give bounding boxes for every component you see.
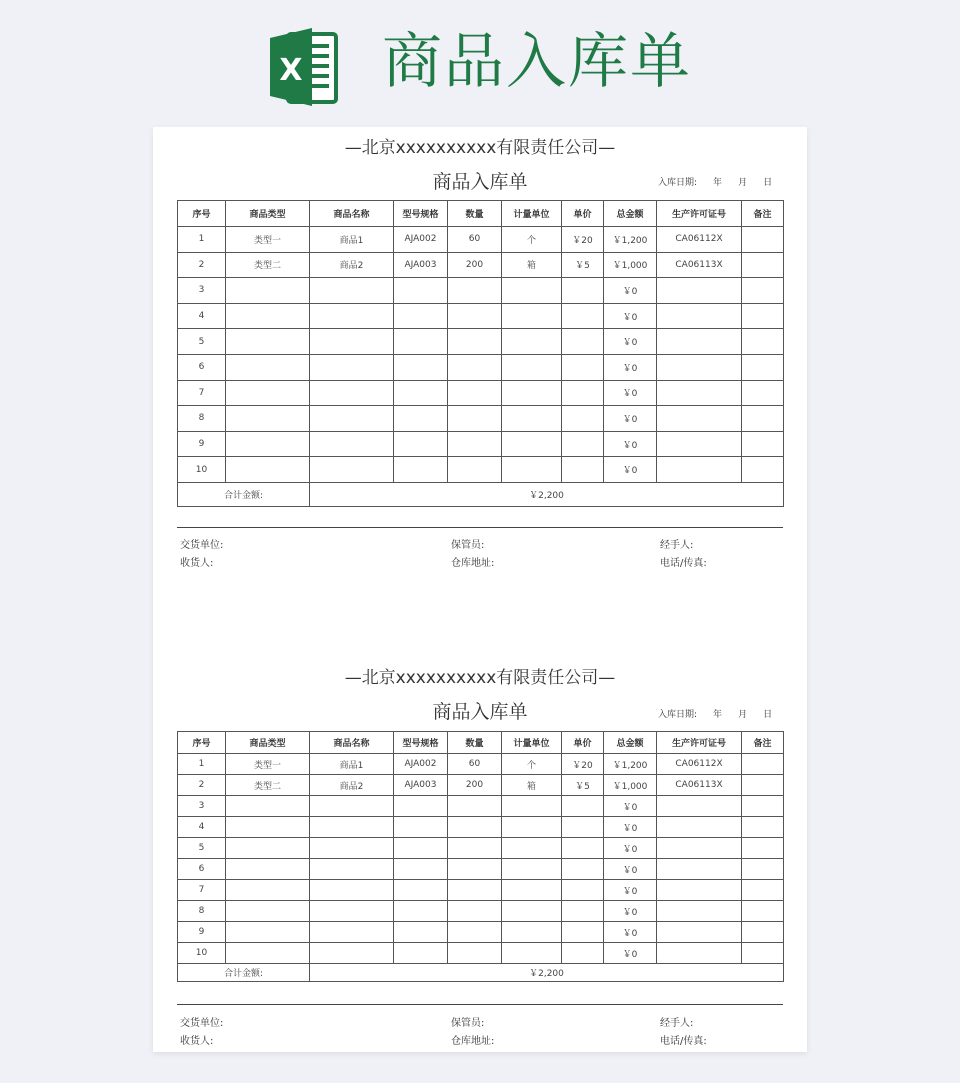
cell-col-model (394, 922, 448, 943)
cell-col-price: ￥5 (562, 775, 604, 796)
cell-col-name (310, 859, 394, 880)
date-label: 入库日期: (658, 710, 698, 720)
cell-col-model (394, 859, 448, 880)
cell-col-qty (448, 329, 502, 355)
cell-col-qty (448, 354, 502, 380)
cell-col-name (310, 880, 394, 901)
cell-col-remark (742, 354, 784, 380)
cell-col-price (562, 796, 604, 817)
cell-col-license (657, 457, 742, 483)
sig-handler: 经手人: (660, 1018, 694, 1029)
cell-col-remark (742, 303, 784, 329)
date-year: 年 (713, 178, 723, 188)
table-row (178, 227, 784, 253)
cell-col-type (226, 329, 310, 355)
cell-col-model (394, 303, 448, 329)
cell-col-index: 5 (178, 329, 226, 355)
cell-col-unit (502, 922, 562, 943)
document-sheet (153, 127, 807, 1052)
cell-col-remark (742, 943, 784, 964)
cell-col-amount: ￥0 (604, 380, 657, 406)
cell-col-type (226, 380, 310, 406)
cell-col-type: 类型二 (226, 775, 310, 796)
cell-col-license (657, 922, 742, 943)
cell-col-remark (742, 457, 784, 483)
cell-col-type (226, 431, 310, 457)
cell-col-unit (502, 457, 562, 483)
table-row (178, 380, 784, 406)
cell-col-name (310, 922, 394, 943)
cell-col-index: 8 (178, 901, 226, 922)
form-title: 商品入库单 (432, 701, 528, 723)
cell-col-type (226, 406, 310, 432)
cell-col-name (310, 457, 394, 483)
cell-col-qty (448, 817, 502, 838)
cell-col-index: 4 (178, 303, 226, 329)
excel-icon (268, 24, 338, 110)
date-month: 月 (738, 178, 748, 188)
header-col-type: 商品类型 (226, 201, 310, 227)
table-row (178, 880, 784, 901)
cell-col-model: AJA003 (394, 252, 448, 278)
header-col-index: 序号 (178, 732, 226, 754)
table-row (178, 838, 784, 859)
cell-col-name (310, 354, 394, 380)
cell-col-model: AJA002 (394, 227, 448, 253)
cell-col-unit (502, 406, 562, 432)
cell-col-price: ￥5 (562, 252, 604, 278)
cell-col-price (562, 859, 604, 880)
cell-col-index: 6 (178, 354, 226, 380)
cell-col-name (310, 329, 394, 355)
cell-col-index: 7 (178, 880, 226, 901)
cell-col-qty: 200 (448, 775, 502, 796)
cell-col-model (394, 406, 448, 432)
header-col-type: 商品类型 (226, 732, 310, 754)
cell-col-remark (742, 754, 784, 775)
sig-warehouse-address: 仓库地址: (451, 1036, 495, 1047)
cell-col-unit (502, 431, 562, 457)
cell-col-index: 5 (178, 838, 226, 859)
cell-col-qty (448, 880, 502, 901)
cell-col-name: 商品1 (310, 227, 394, 253)
cell-col-type: 类型一 (226, 227, 310, 253)
header-col-remark: 备注 (742, 732, 784, 754)
cell-col-name (310, 406, 394, 432)
cell-col-amount: ￥1,000 (604, 252, 657, 278)
header-col-remark: 备注 (742, 201, 784, 227)
cell-col-remark (742, 859, 784, 880)
table-row (178, 457, 784, 483)
header-col-price: 单价 (562, 201, 604, 227)
cell-col-remark (742, 431, 784, 457)
total-label: 合计金额: (178, 964, 310, 982)
cell-col-license (657, 880, 742, 901)
table-row (178, 796, 784, 817)
cell-col-remark (742, 922, 784, 943)
cell-col-index: 9 (178, 431, 226, 457)
cell-col-model: AJA002 (394, 754, 448, 775)
cell-col-price (562, 329, 604, 355)
header-col-model: 型号规格 (394, 201, 448, 227)
header-col-name: 商品名称 (310, 732, 394, 754)
cell-col-license: CA06112X (657, 227, 742, 253)
cell-col-type (226, 303, 310, 329)
cell-col-unit (502, 796, 562, 817)
cell-col-type: 类型一 (226, 754, 310, 775)
cell-col-qty (448, 943, 502, 964)
cell-col-unit (502, 817, 562, 838)
header-col-name: 商品名称 (310, 201, 394, 227)
cell-col-unit (502, 278, 562, 304)
cell-col-name (310, 796, 394, 817)
total-value: ￥2,200 (310, 482, 784, 506)
cell-col-name (310, 838, 394, 859)
cell-col-license: CA06112X (657, 754, 742, 775)
cell-col-type (226, 817, 310, 838)
cell-col-qty (448, 859, 502, 880)
cell-col-unit (502, 880, 562, 901)
cell-col-unit: 箱 (502, 252, 562, 278)
header-col-amount: 总金额 (604, 201, 657, 227)
cell-col-amount: ￥0 (604, 278, 657, 304)
banner-title: 商品入库单 (382, 27, 692, 97)
cell-col-model (394, 457, 448, 483)
cell-col-name (310, 943, 394, 964)
cell-col-license (657, 901, 742, 922)
sig-warehouse-address: 仓库地址: (451, 558, 495, 569)
cell-col-remark (742, 252, 784, 278)
sig-keeper: 保管员: (451, 540, 485, 551)
cell-col-index: 3 (178, 796, 226, 817)
cell-col-amount: ￥0 (604, 329, 657, 355)
cell-col-index: 4 (178, 817, 226, 838)
cell-col-amount: ￥0 (604, 303, 657, 329)
table-row (178, 329, 784, 355)
cell-col-unit: 个 (502, 227, 562, 253)
cell-col-model (394, 901, 448, 922)
cell-col-amount: ￥0 (604, 943, 657, 964)
cell-col-unit (502, 380, 562, 406)
cell-col-price (562, 901, 604, 922)
table-row (178, 859, 784, 880)
table-row (178, 303, 784, 329)
cell-col-qty: 60 (448, 227, 502, 253)
cell-col-remark (742, 901, 784, 922)
header-col-license: 生产许可证号 (657, 732, 742, 754)
cell-col-price: ￥20 (562, 227, 604, 253)
cell-col-name: 商品1 (310, 754, 394, 775)
cell-col-unit: 个 (502, 754, 562, 775)
cell-col-price: ￥20 (562, 754, 604, 775)
cell-col-model (394, 329, 448, 355)
cell-col-remark (742, 227, 784, 253)
cell-col-license (657, 431, 742, 457)
header-row (178, 732, 784, 754)
cell-col-amount: ￥1,200 (604, 754, 657, 775)
header-col-unit: 计量单位 (502, 732, 562, 754)
cell-col-qty (448, 457, 502, 483)
table-row (178, 354, 784, 380)
cell-col-amount: ￥0 (604, 457, 657, 483)
cell-col-name (310, 431, 394, 457)
cell-col-price (562, 303, 604, 329)
cell-col-type (226, 943, 310, 964)
cell-col-amount: ￥0 (604, 859, 657, 880)
cell-col-license (657, 838, 742, 859)
cell-col-model (394, 278, 448, 304)
cell-col-name (310, 278, 394, 304)
total-value: ￥2,200 (310, 964, 784, 982)
cell-col-amount: ￥1,200 (604, 227, 657, 253)
cell-col-type (226, 796, 310, 817)
cell-col-unit (502, 901, 562, 922)
cell-col-remark (742, 838, 784, 859)
cell-col-qty (448, 922, 502, 943)
cell-col-remark (742, 817, 784, 838)
cell-col-model (394, 838, 448, 859)
header-col-unit: 计量单位 (502, 201, 562, 227)
cell-col-amount: ￥0 (604, 838, 657, 859)
cell-col-type (226, 880, 310, 901)
sig-receiver: 收货人: (180, 558, 214, 569)
entry-date (658, 707, 772, 720)
cell-col-type (226, 922, 310, 943)
cell-col-license (657, 303, 742, 329)
cell-col-index: 2 (178, 775, 226, 796)
cell-col-model (394, 380, 448, 406)
cell-col-price (562, 278, 604, 304)
cell-col-qty (448, 406, 502, 432)
cell-col-qty (448, 901, 502, 922)
cell-col-amount: ￥0 (604, 354, 657, 380)
table-row (178, 943, 784, 964)
cell-col-price (562, 457, 604, 483)
form-title: 商品入库单 (432, 171, 528, 193)
header-row (178, 201, 784, 227)
company-name: —北京xxxxxxxxxx有限责任公司— (344, 668, 616, 688)
cell-col-type (226, 278, 310, 304)
cell-col-license (657, 406, 742, 432)
cell-col-model (394, 943, 448, 964)
svg-text:X: X (279, 53, 303, 88)
cell-col-type (226, 838, 310, 859)
total-row (178, 964, 784, 982)
sig-phone-fax: 电话/传真: (660, 1036, 707, 1047)
cell-col-remark (742, 796, 784, 817)
cell-col-amount: ￥0 (604, 406, 657, 432)
date-year: 年 (713, 710, 723, 720)
cell-col-type (226, 354, 310, 380)
cell-col-price (562, 406, 604, 432)
cell-col-price (562, 380, 604, 406)
cell-col-unit (502, 354, 562, 380)
cell-col-model (394, 431, 448, 457)
cell-col-qty (448, 380, 502, 406)
table-row (178, 278, 784, 304)
table-row (178, 754, 784, 775)
total-row (178, 482, 784, 506)
cell-col-license (657, 796, 742, 817)
company-name: —北京xxxxxxxxxx有限责任公司— (344, 138, 616, 158)
cell-col-license: CA06113X (657, 252, 742, 278)
cell-col-qty (448, 838, 502, 859)
cell-col-price (562, 431, 604, 457)
cell-col-price (562, 943, 604, 964)
divider (177, 527, 783, 528)
sig-keeper: 保管员: (451, 1018, 485, 1029)
header-col-price: 单价 (562, 732, 604, 754)
cell-col-license (657, 943, 742, 964)
cell-col-remark (742, 380, 784, 406)
header-col-model: 型号规格 (394, 732, 448, 754)
cell-col-remark (742, 406, 784, 432)
cell-col-amount: ￥0 (604, 796, 657, 817)
cell-col-type (226, 859, 310, 880)
cell-col-name: 商品2 (310, 775, 394, 796)
cell-col-type: 类型二 (226, 252, 310, 278)
total-label: 合计金额: (178, 482, 310, 506)
cell-col-qty: 200 (448, 252, 502, 278)
cell-col-index: 10 (178, 943, 226, 964)
cell-col-qty (448, 796, 502, 817)
cell-col-index: 3 (178, 278, 226, 304)
cell-col-index: 7 (178, 380, 226, 406)
date-day: 日 (763, 178, 773, 188)
date-day: 日 (763, 710, 773, 720)
cell-col-amount: ￥0 (604, 901, 657, 922)
cell-col-model (394, 796, 448, 817)
cell-col-unit (502, 943, 562, 964)
cell-col-qty (448, 278, 502, 304)
table-row (178, 817, 784, 838)
cell-col-license (657, 859, 742, 880)
cell-col-license (657, 329, 742, 355)
sig-phone-fax: 电话/传真: (660, 558, 707, 569)
cell-col-index: 6 (178, 859, 226, 880)
table-row (178, 431, 784, 457)
date-label: 入库日期: (658, 178, 698, 188)
table-row (178, 922, 784, 943)
cell-col-index: 2 (178, 252, 226, 278)
cell-col-license: CA06113X (657, 775, 742, 796)
cell-col-amount: ￥1,000 (604, 775, 657, 796)
cell-col-license (657, 380, 742, 406)
cell-col-license (657, 817, 742, 838)
cell-col-remark (742, 775, 784, 796)
cell-col-qty: 60 (448, 754, 502, 775)
cell-col-price (562, 354, 604, 380)
cell-col-model: AJA003 (394, 775, 448, 796)
table-row (178, 901, 784, 922)
cell-col-unit: 箱 (502, 775, 562, 796)
cell-col-unit (502, 838, 562, 859)
cell-col-model (394, 817, 448, 838)
cell-col-amount: ￥0 (604, 922, 657, 943)
date-month: 月 (738, 710, 748, 720)
cell-col-price (562, 817, 604, 838)
sig-delivery-unit: 交货单位: (180, 1018, 224, 1029)
cell-col-qty (448, 303, 502, 329)
cell-col-name (310, 901, 394, 922)
cell-col-model (394, 354, 448, 380)
cell-col-unit (502, 859, 562, 880)
cell-col-type (226, 457, 310, 483)
cell-col-amount: ￥0 (604, 880, 657, 901)
cell-col-index: 10 (178, 457, 226, 483)
cell-col-price (562, 880, 604, 901)
cell-col-license (657, 278, 742, 304)
table-row (178, 775, 784, 796)
cell-col-remark (742, 278, 784, 304)
header-col-index: 序号 (178, 201, 226, 227)
cell-col-index: 8 (178, 406, 226, 432)
entry-date (658, 175, 772, 188)
cell-col-remark (742, 880, 784, 901)
cell-col-name: 商品2 (310, 252, 394, 278)
cell-col-index: 9 (178, 922, 226, 943)
cell-col-name (310, 380, 394, 406)
header-col-qty: 数量 (448, 732, 502, 754)
cell-col-index: 1 (178, 754, 226, 775)
cell-col-remark (742, 329, 784, 355)
cell-col-price (562, 838, 604, 859)
cell-col-license (657, 354, 742, 380)
items-table (177, 731, 784, 982)
banner (0, 0, 960, 126)
cell-col-amount: ￥0 (604, 817, 657, 838)
cell-col-unit (502, 329, 562, 355)
sig-handler: 经手人: (660, 540, 694, 551)
cell-col-price (562, 922, 604, 943)
divider (177, 1004, 783, 1005)
cell-col-amount: ￥0 (604, 431, 657, 457)
cell-col-type (226, 901, 310, 922)
cell-col-name (310, 817, 394, 838)
sig-receiver: 收货人: (180, 1036, 214, 1047)
header-col-license: 生产许可证号 (657, 201, 742, 227)
items-table (177, 200, 784, 507)
header-col-amount: 总金额 (604, 732, 657, 754)
header-col-qty: 数量 (448, 201, 502, 227)
cell-col-qty (448, 431, 502, 457)
sig-delivery-unit: 交货单位: (180, 540, 224, 551)
table-row (178, 406, 784, 432)
table-row (178, 252, 784, 278)
cell-col-unit (502, 303, 562, 329)
cell-col-index: 1 (178, 227, 226, 253)
cell-col-name (310, 303, 394, 329)
cell-col-model (394, 880, 448, 901)
